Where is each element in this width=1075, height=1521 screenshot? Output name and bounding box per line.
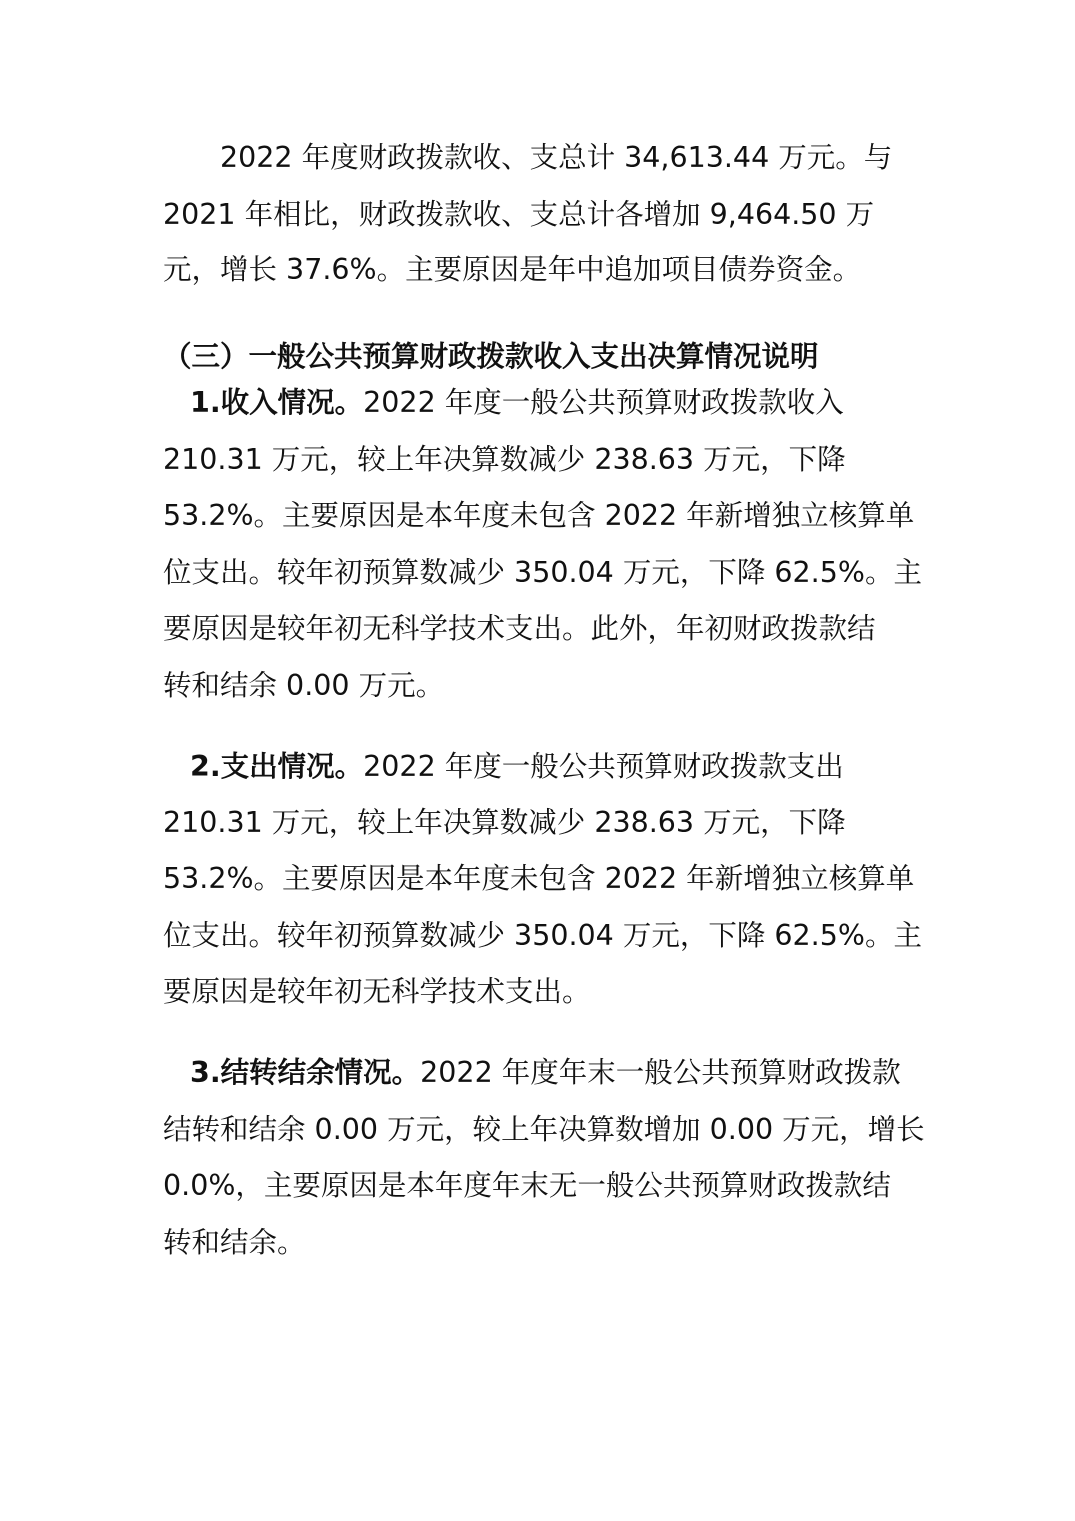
carryover-first-line xyxy=(190,1053,901,1093)
paragraph-line: 转和结余 0.00 万元。 xyxy=(163,669,445,702)
paragraph-line: 要原因是较年初无科学技术支出。此外，年初财政拨款结 xyxy=(163,612,876,645)
paragraph-line: 元，增长 37.6%。主要原因是年中追加项目债券资金。 xyxy=(163,253,862,286)
paragraph-line: 0.0%，主要原因是本年度年末无一般公共预算财政拨款结 xyxy=(163,1169,891,1202)
paragraph-line: 53.2%。主要原因是本年度未包含 2022 年新增独立核算单 xyxy=(163,862,915,895)
expense-first-line xyxy=(190,747,844,787)
paragraph-line: 位支出。较年初预算数减少 350.04 万元，下降 62.5%。主 xyxy=(163,556,922,589)
paragraph-line: 转和结余。 xyxy=(163,1226,306,1259)
expense-lead: 2.支出情况。 xyxy=(190,750,364,783)
paragraph-line: 53.2%。主要原因是本年度未包含 2022 年新增独立核算单 xyxy=(163,499,915,532)
income-first-line-text: 2022 年度一般公共预算财政拨款收入 xyxy=(363,386,844,419)
income-first-line xyxy=(190,383,844,423)
paragraph-line: 结转和结余 0.00 万元，较上年决算数增加 0.00 万元，增长 xyxy=(163,1113,925,1146)
paragraph-line: 210.31 万元，较上年决算数减少 238.63 万元，下降 xyxy=(163,806,846,839)
paragraph-line: 2022 年度财政拨款收、支总计 34,613.44 万元。与 xyxy=(220,141,893,174)
paragraph-line: 210.31 万元，较上年决算数减少 238.63 万元，下降 xyxy=(163,443,846,476)
carryover-lead: 3.结转结余情况。 xyxy=(190,1056,421,1089)
section-heading: （三）一般公共预算财政拨款收入支出决算情况说明 xyxy=(163,340,819,373)
income-lead: 1.收入情况。 xyxy=(190,386,364,419)
carryover-first-line-text: 2022 年度年末一般公共预算财政拨款 xyxy=(420,1056,901,1089)
paragraph-line: 2021 年相比，财政拨款收、支总计各增加 9,464.50 万 xyxy=(163,198,875,231)
paragraph-line: 位支出。较年初预算数减少 350.04 万元，下降 62.5%。主 xyxy=(163,919,922,952)
paragraph-line: 要原因是较年初无科学技术支出。 xyxy=(163,975,591,1008)
expense-first-line-text: 2022 年度一般公共预算财政拨款支出 xyxy=(363,750,844,783)
